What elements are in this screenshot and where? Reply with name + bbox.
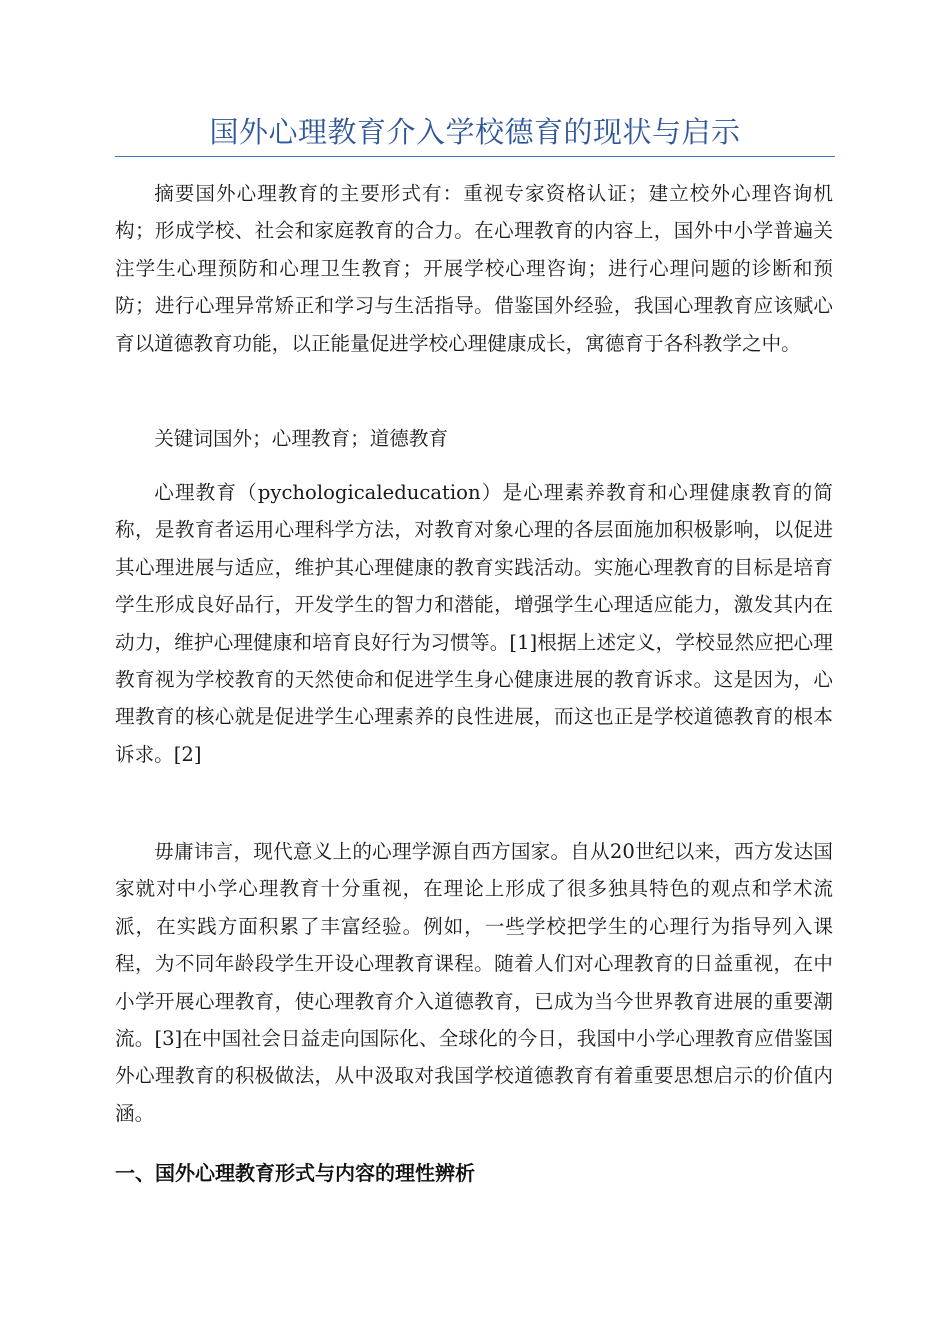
body-paragraph-history: 毋庸讳言，现代意义上的心理学源自西方国家。自从20世纪以来，西方发达国家就对中小学心理教育十分重视，在理论上形成了很多独具特色的观点和学术流派，在实践方面积累了丰富经验。例如，一些学校把学生的心理行为指导列入课程，为不同年龄段学生开设心理教育课程。随着人们对心理教育的日益重视，在中小学开展心理教育，使心理教育介入道德教育，已成为当今世界教育进展的重要潮流。[3]在中国社会日益走向国际化、全球化的今日，我国中小学心理教育应借鉴国外心理教育的积极做法，从中汲取对我国学校道德教育有着重要思想启示的价值内涵。 bbox=[115, 840, 833, 1125]
body-paragraph-definition: 心理教育（pychologicaleducation）是心理素养教育和心理健康教育的简称，是教育者运用心理科学方法，对教育对象心理的各层面施加积极影响，以促进其心理进展与适应，维护其心理健康的教育实践活动。实施心理教育的目标是培育学生形成良好品行，开发学生的智力和潜能，增强学生心理适应能力，激发其内在动力，维护心理健康和培育良好行为习惯等。[1]根据上述定义，学校显然应把心理教育视为学校教育的天然使命和促进学生身心健康进展的教育诉求。这是因为，心理教育的核心就是促进学生心理素养的良性进展，而这也正是学校道德教育的根本诉求。[2] bbox=[115, 481, 833, 766]
keywords-paragraph: 关键词国外；心理教育；道德教育 bbox=[154, 427, 449, 450]
section-heading: 一、国外心理教育形式与内容的理性辨析 bbox=[115, 1161, 475, 1185]
abstract-paragraph: 摘要国外心理教育的主要形式有：重视专家资格认证；建立校外心理咨询机构；形成学校、社会和家庭教育的合力。在心理教育的内容上，国外中小学普遍关注学生心理预防和心理卫生教育；开展学校心理咨询；进行心理问题的诊断和预防；进行心理异常矫正和学习与生活指导。借鉴国外经验，我国心理教育应该赋心育以道德教育功能，以正能量促进学校心理健康成长，寓德育于各科教学之中。 bbox=[115, 182, 833, 355]
document-title: 国外心理教育介入学校德育的现状与启示 bbox=[115, 108, 835, 157]
